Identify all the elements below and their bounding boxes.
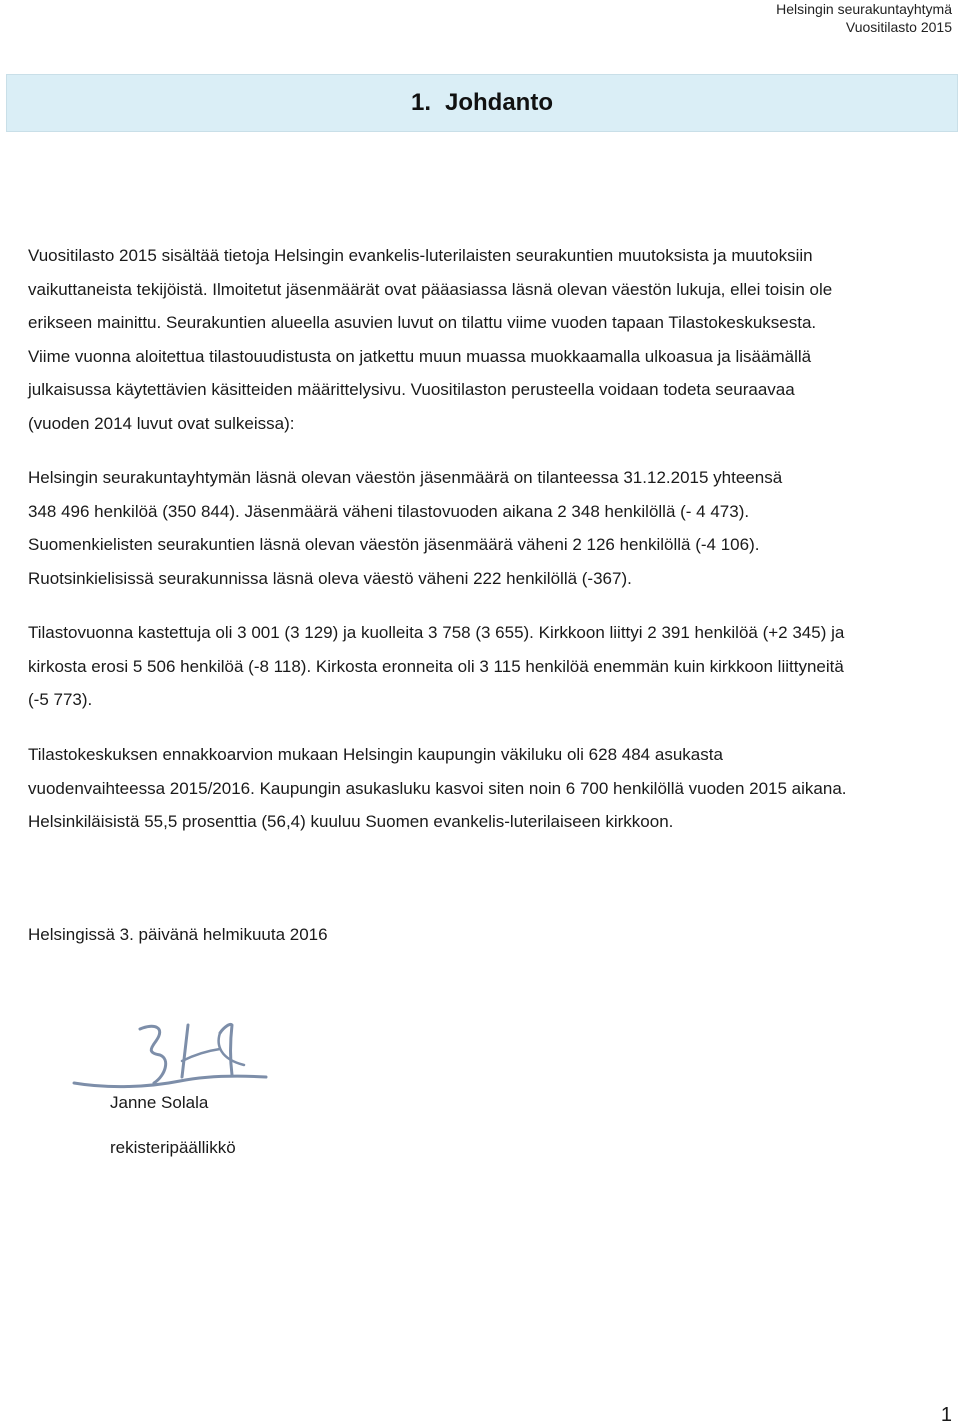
paragraph-line: Tilastovuonna kastettuja oli 3 001 (3 129) ja kuolleita 3 758 (3 655). Kirkkoon liittyi 2 391 henkilöä (+2 345) ja: [28, 623, 845, 642]
place-date: Helsingissä 3. päivänä helmikuuta 2016: [28, 925, 328, 944]
signature-underline: [74, 1076, 266, 1086]
paragraph-line: kirkosta erosi 5 506 henkilöä (-8 118). Kirkosta eronneita oli 3 115 henkilöä enemmän kuin kirkkoon liittyneitä: [28, 656, 844, 676]
signature-stroke: [140, 1026, 166, 1083]
paragraph-line: vaikuttaneista tekijöistä. Ilmoitetut jäsenmäärät ovat pääasiassa läsnä olevan väestön lukuja, ellei toisin ole: [28, 279, 833, 299]
signer-title: rekisteripäällikkö: [110, 1138, 236, 1157]
paragraph-line: Viime vuonna aloitettua tilastouudistusta on jatkettu muun muassa muokkaamalla ulkoasua ja lisäämällä: [28, 346, 812, 366]
paragraph-line: julkaisussa käytettävien käsitteiden määrittelysivu. Vuositilaston perusteella voidaan todeta seuraavaa: [28, 380, 795, 399]
signature-stroke: [182, 1049, 220, 1061]
paragraph-line: 348 496 henkilöä (350 844). Jäsenmäärä väheni tilastovuoden aikana 2 348 henkilöllä (- 4 473).: [28, 501, 750, 521]
paragraph-line: Tilastokeskuksen ennakkoarvion mukaan Helsingin kaupungin väkiluku oli 628 484 asukasta: [28, 745, 723, 764]
signature-stroke: [182, 1025, 188, 1077]
paragraph-population: [28, 738, 956, 839]
paragraph-baptisms: [28, 616, 956, 717]
header-doc: Vuositilasto 2015: [845, 19, 952, 35]
paragraph-intro: [28, 239, 956, 440]
page-number: 1: [940, 1404, 952, 1426]
paragraph-line: Suomenkielisten seurakuntien läsnä olevan väestön jäsenmäärä väheni 2 126 henkilöllä (-4 106).: [28, 535, 760, 554]
signer-name: Janne Solala: [110, 1093, 209, 1112]
paragraph-line: erikseen mainittu. Seurakuntien alueella asuvien luvut on tilattu viime vuoden tapaan Tilastokeskuksesta.: [28, 313, 817, 332]
paragraph-line: vuodenvaihteessa 2015/2016. Kaupungin asukasluku kasvoi siten noin 6 700 henkilöllä vuoden 2015 aikana.: [28, 778, 847, 798]
paragraph-line: Ruotsinkielisissä seurakunnissa läsnä oleva väestö väheni 222 henkilöllä (-367).: [28, 568, 632, 588]
section-title-band: [6, 74, 958, 132]
paragraph-line: Vuositilasto 2015 sisältää tietoja Helsingin evankelis-luterilaisten seurakuntien muutoksista ja muutoksiin: [28, 246, 813, 265]
section-title: Johdanto: [445, 89, 553, 116]
paragraph-line: Helsingin seurakuntayhtymän läsnä olevan väestön jäsenmäärä on tilanteessa 31.12.2015 yhteensä: [28, 468, 783, 487]
paragraph-membership: [28, 461, 956, 595]
paragraph-line: (vuoden 2014 luvut ovat sulkeissa):: [28, 413, 295, 433]
paragraph-line: (-5 773).: [28, 690, 93, 709]
running-header: [776, 0, 952, 36]
signature-image: [70, 1015, 270, 1097]
section-heading: [7, 88, 957, 118]
section-number: 1.: [410, 89, 431, 116]
paragraph-line: Helsinkiläisistä 55,5 prosenttia (56,4) kuuluu Suomen evankelis-luterilaiseen kirkkoon.: [28, 812, 674, 831]
header-org: Helsingin seurakuntayhtymä: [776, 1, 952, 17]
